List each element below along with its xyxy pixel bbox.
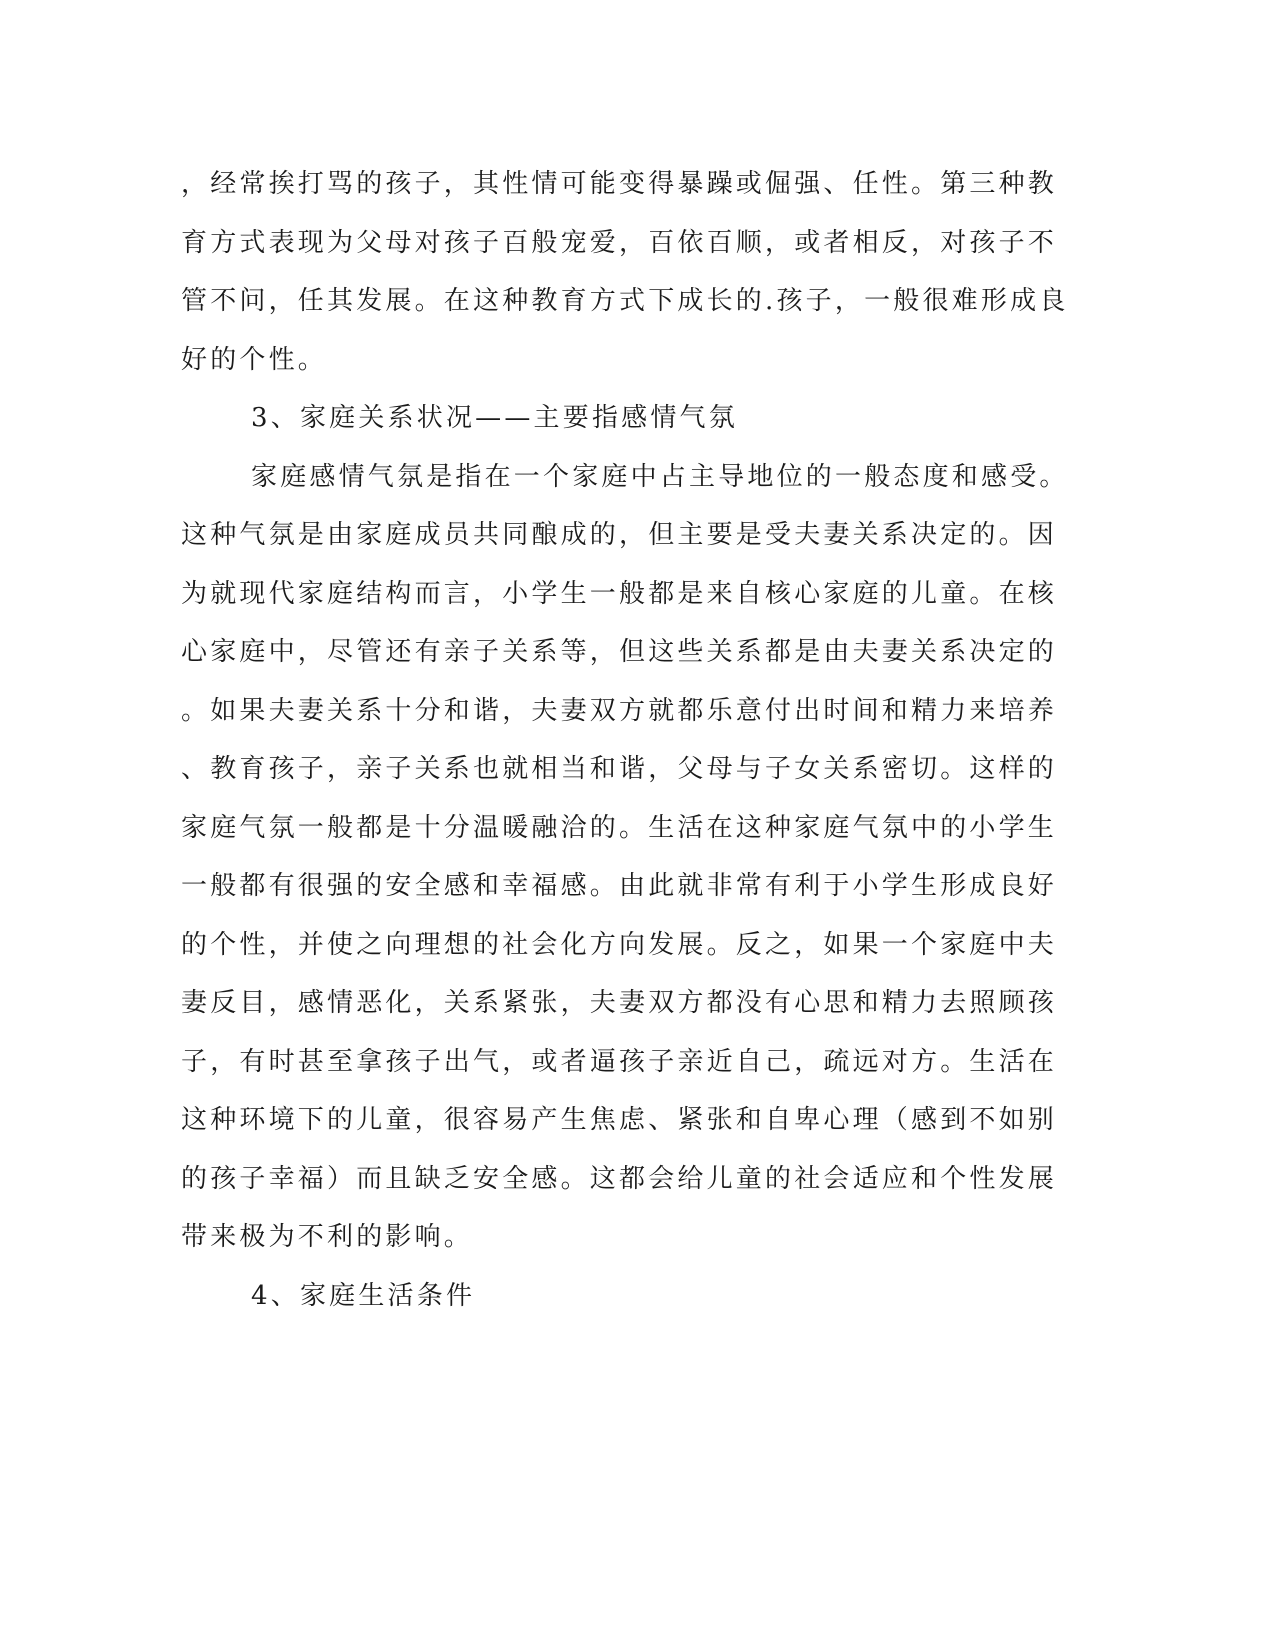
text-line: ，经常挨打骂的孩子，其性情可能变得暴躁或倔强、任性。第三种教 bbox=[181, 169, 1058, 199]
text-line: 子，有时甚至拿孩子出气，或者逼孩子亲近自己，疏远对方。生活在 bbox=[181, 1046, 1058, 1077]
text-line: 这种气氛是由家庭成员共同酿成的，但主要是受夫妻关系决定的。因 bbox=[181, 520, 1058, 550]
text-line: 带来极为不利的影响。 bbox=[181, 1222, 474, 1252]
text-line: 管不问，任其发展。在这种教育方式下成长的.孩子，一般很难形成良 bbox=[181, 286, 1069, 316]
paragraph-start: 家庭感情气氛是指在一个家庭中占主导地位的一般态度和感受。 bbox=[251, 461, 1069, 492]
text-line: 为就现代家庭结构而言，小学生一般都是来自核心家庭的儿童。在核 bbox=[181, 578, 1058, 609]
text-line: 的孩子幸福）而且缺乏安全感。这都会给儿童的社会适应和个性发展 bbox=[181, 1163, 1058, 1194]
text-line: 。如果夫妻关系十分和谐，夫妻双方就都乐意付出时间和精力来培养 bbox=[181, 695, 1058, 726]
section-heading-4: 4、家庭生活条件 bbox=[251, 1280, 476, 1311]
text-line: 一般都有很强的安全感和幸福感。由此就非常有利于小学生形成良好 bbox=[181, 871, 1058, 901]
text-line: 家庭气氛一般都是十分温暖融洽的。生活在这种家庭气氛中的小学生 bbox=[181, 812, 1058, 843]
body-text bbox=[181, 155, 1069, 1325]
text-line: 心家庭中，尽管还有亲子关系等，但这些关系都是由夫妻关系决定的 bbox=[181, 637, 1058, 667]
text-line: 育方式表现为父母对孩子百般宠爱，百依百顺，或者相反，对孩子不 bbox=[181, 227, 1058, 258]
text-line: 这种环境下的儿童，很容易产生焦虑、紧张和自卑心理（感到不如别 bbox=[181, 1105, 1058, 1135]
text-line: 的个性，并使之向理想的社会化方向发展。反之，如果一个家庭中夫 bbox=[181, 929, 1058, 960]
text-line: 妻反目，感情恶化，关系紧张，夫妻双方都没有心思和精力去照顾孩 bbox=[181, 988, 1058, 1018]
text-line: 、教育孩子，亲子关系也就相当和谐，父母与子女关系密切。这样的 bbox=[181, 754, 1058, 784]
section-heading-3: 3、家庭关系状况——主要指感情气氛 bbox=[251, 403, 738, 433]
text-line: 好的个性。 bbox=[181, 344, 328, 375]
